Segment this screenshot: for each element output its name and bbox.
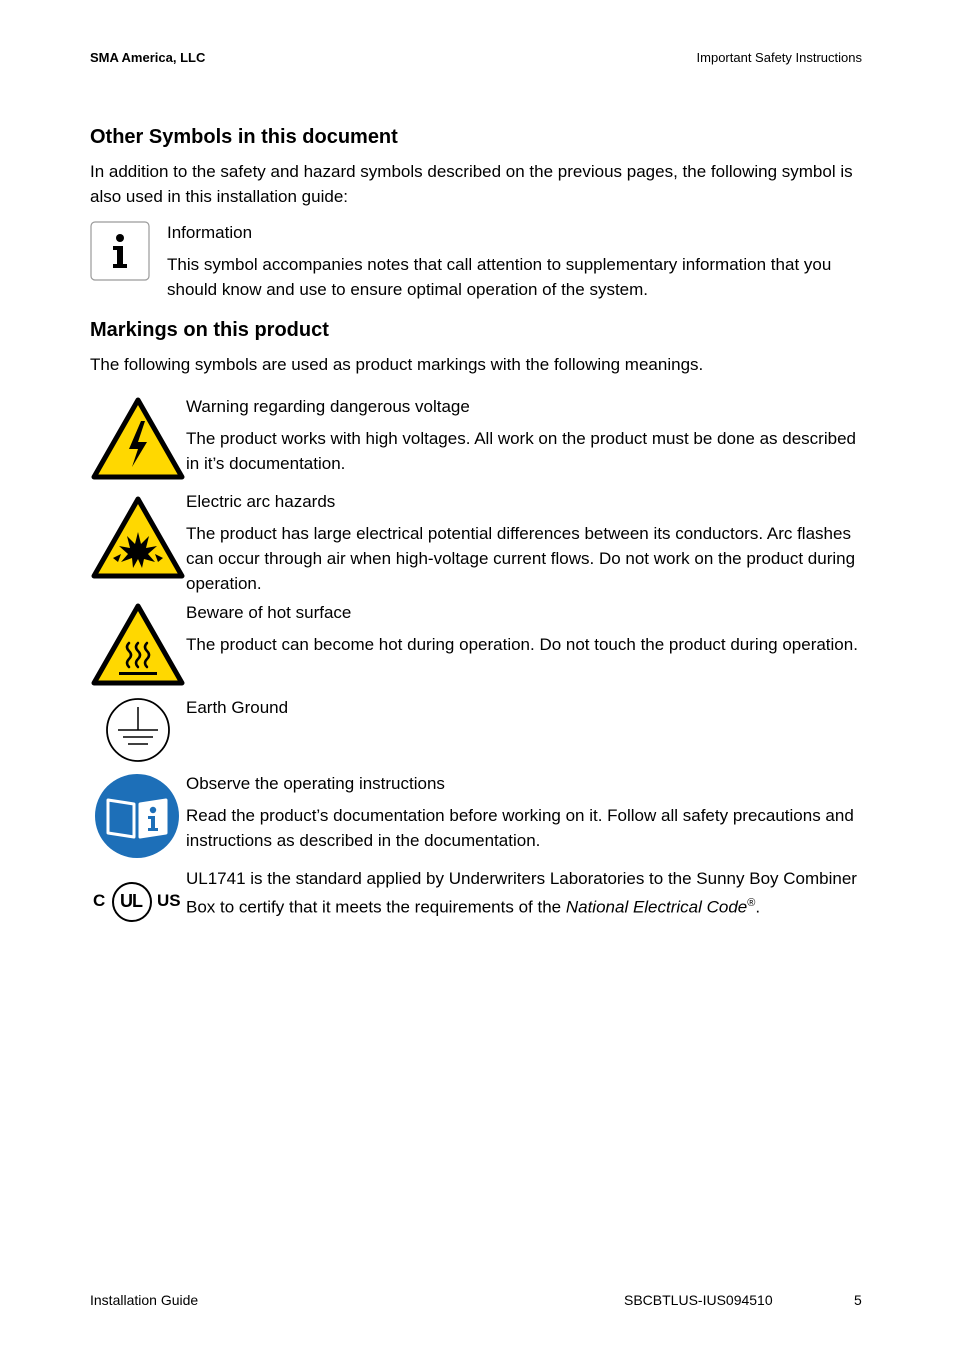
footer-page-number: 5 xyxy=(854,1292,862,1308)
marking-desc-ul xyxy=(186,866,866,920)
culus-logo-c: C xyxy=(93,891,106,910)
info-symbol-description: This symbol accompanies notes that call attention to supplementary information that you should know and use to ensure optimal operation of the system. xyxy=(167,255,832,299)
marking-title-hot: Beware of hot surface xyxy=(186,603,352,622)
intro-markings: The following symbols are used as product markings with the following meanings. xyxy=(90,355,704,374)
heading-other-symbols: Other Symbols in this document xyxy=(90,126,398,148)
registered-mark: ® xyxy=(747,897,756,909)
marking-desc-hot: The product can become hot during operation. Do not touch the product during operation. xyxy=(186,635,858,654)
marking-desc-arc: The product has large electrical potential differences between its conductors. Arc flashes can occur through air when high-voltage current flows. Do not work on the product during operation. xyxy=(186,524,856,593)
hot-surface-warning-icon xyxy=(91,603,185,687)
ul-text: UL1741 is the standard applied by Underwriters Laboratories to the Sunny Boy Combiner Box to certify that it meets the requirements of the xyxy=(186,869,857,917)
footer-guide-name: Installation Guide xyxy=(90,1292,199,1308)
arc-flash-warning-icon xyxy=(91,496,185,580)
header-section-title: Important Safety Instructions xyxy=(696,50,862,65)
marking-desc-manual: Read the product’s documentation before working on it. Follow all safety precautions and instructions as described in the documentation. xyxy=(186,806,854,850)
marking-title-voltage: Warning regarding dangerous voltage xyxy=(186,397,470,416)
high-voltage-warning-icon xyxy=(91,397,185,481)
heading-markings: Markings on this product xyxy=(90,319,329,341)
marking-title-ground: Earth Ground xyxy=(186,698,289,717)
footer-doc-id: SBCBTLUS-IUS094510 xyxy=(624,1292,773,1308)
information-icon xyxy=(90,221,150,281)
header-company: SMA America, LLC xyxy=(90,50,206,65)
marking-title-manual: Observe the operating instructions xyxy=(186,774,445,793)
culus-logo xyxy=(93,880,185,924)
culus-logo-us: US xyxy=(157,891,181,910)
marking-title-arc: Electric arc hazards xyxy=(186,492,336,511)
ul-text-end: . xyxy=(755,897,761,917)
read-manual-icon xyxy=(94,773,180,859)
intro-other-symbols: In addition to the safety and hazard symbols described on the previous pages, the following symbol is also used in this installation guide: xyxy=(90,162,853,206)
marking-desc-voltage: The product works with high voltages. All work on the product must be done as described in it’s documentation. xyxy=(186,429,856,473)
culus-logo-ul: UL xyxy=(120,891,142,911)
earth-ground-icon xyxy=(105,697,171,763)
info-symbol-title: Information xyxy=(167,223,253,242)
nec-text: National Electrical Code xyxy=(565,897,748,917)
